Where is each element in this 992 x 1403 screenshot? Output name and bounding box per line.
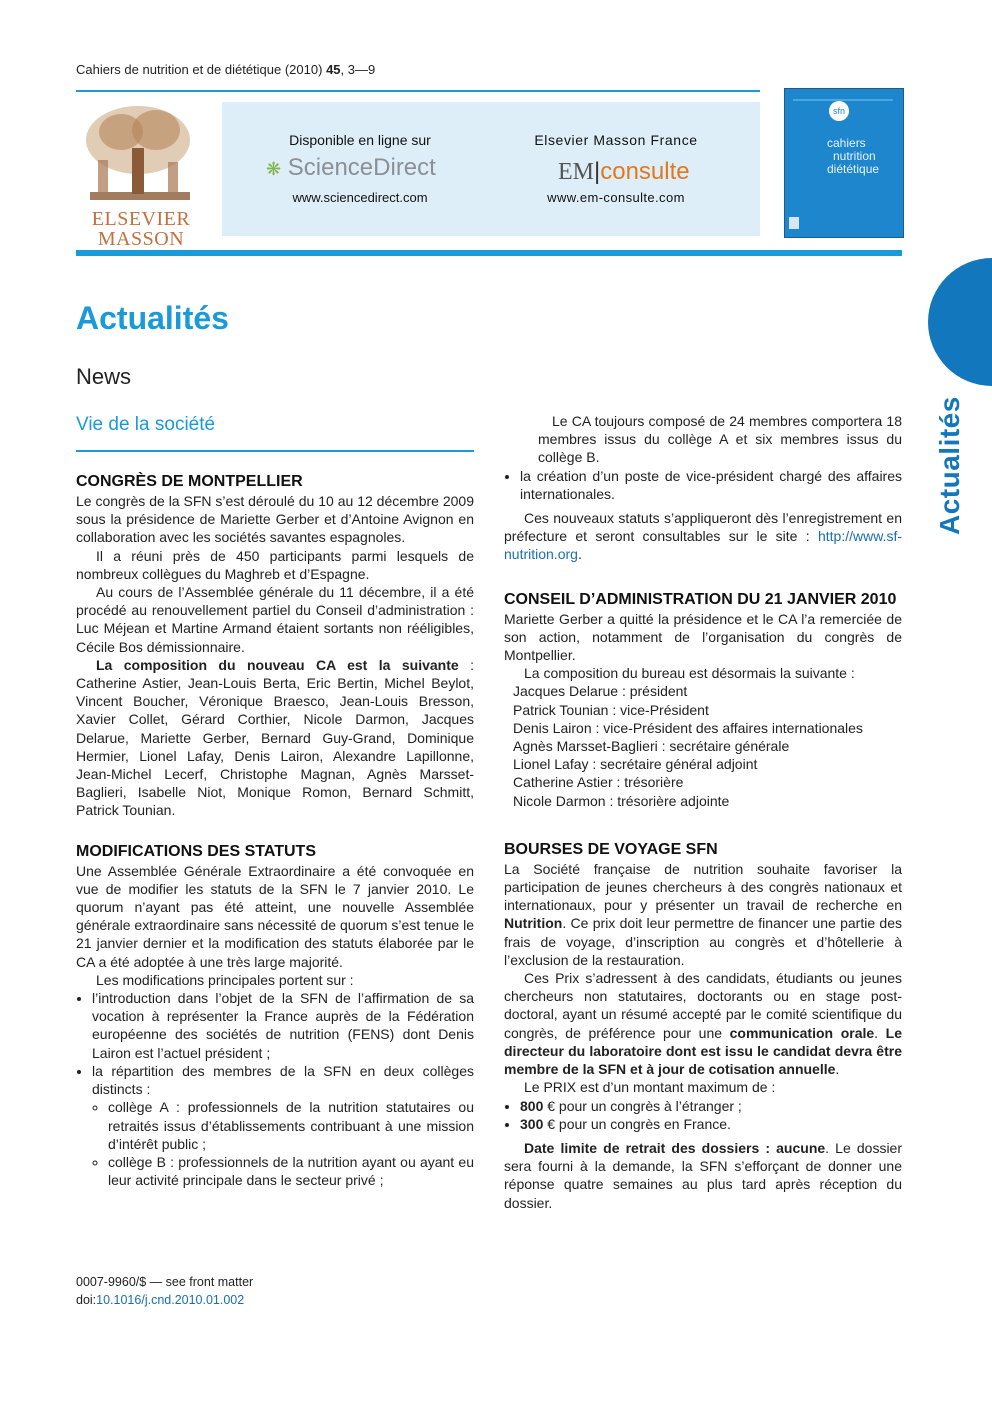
publisher-name-2: MASSON bbox=[97, 228, 185, 250]
list-item: ◦ collège B : professionnels de la nutrition ayant ou ayant eu leur activité principale dans le secteur privé ; bbox=[108, 1153, 474, 1189]
section-tab-label: Actualités bbox=[934, 396, 965, 535]
journal-cover bbox=[784, 88, 904, 238]
heading-bourses: BOURSES DE VOYAGE SFN bbox=[504, 840, 718, 858]
doi-link[interactable]: 10.1016/j.cnd.2010.01.002 bbox=[96, 1293, 245, 1307]
issn-line: 0007-9960/$ — see front matter bbox=[76, 1275, 254, 1289]
sub-list bbox=[92, 1098, 474, 1189]
journal-citation: Cahiers de nutrition et de diététique (2010) 45, 3—9 bbox=[76, 62, 376, 77]
list-item: Catherine Astier : trésorière bbox=[513, 774, 684, 791]
heading-congres: CONGRÈS DE MONTPELLIER bbox=[76, 473, 303, 490]
left-column bbox=[76, 412, 474, 1189]
list-item: Agnès Marsset-Baglieri : secrétaire générale bbox=[513, 738, 790, 755]
bullet-list bbox=[76, 989, 474, 1189]
paragraph: Ces nouveaux statuts s’appliqueront dès l’enregistrement en préfecture et seront consultables sur le site : http://www.sf-nutrition.org. bbox=[504, 510, 902, 563]
paragraph: La Société française de nutrition souhaite favoriser la participation de jeunes chercheurs à des congrès nationaux et internationaux, pour y présenter un travail de recherche en Nutrition. Ce prix doit leur permettre de financer une partie des frais de voyage, d’inscription au congrès et d’hôtellerie à l’exclusion de la restauration. bbox=[504, 860, 902, 968]
page-subtitle: News bbox=[76, 364, 132, 389]
paragraph: La composition du nouveau CA est la suivante : Catherine Astier, Jean-Louis Berta, Eric Bertin, Michel Beylot, Vincent Boucher, Véronique Braesco, Jean-Louis Bresson, Xavier Collet, Gérard Corthier, Nicole Darmon, Jacques Delarue, Mariette Gerber, Bernard Guy-Grand, Dominique Hermier, Lionel Lafay, Denis Lairon, Alexandre Lapillonne, Jean-Michel Lecerf, Christophe Magnan, Agnès Marsset-Baglieri, Isabelle Niot, Monique Romon, Bernard Schmitt, Patrick Tounian. bbox=[76, 656, 474, 819]
paragraph: Date limite de retrait des dossiers : aucune. Le dossier sera fourni à la demande, la SFN s’efforçant de donner une réponse quatre semaines au plus tard après réception du dossier. bbox=[504, 1139, 903, 1211]
paragraph: Mariette Gerber a quitté la présidence et le CA l’a remerciée de son action, notamment de l’organisation du congrès de Montpellier. bbox=[504, 610, 902, 664]
doi-line: doi:10.1016/j.cnd.2010.01.002 bbox=[76, 1293, 245, 1307]
list-item: • 300 € pour un congrès en France. bbox=[520, 1115, 902, 1133]
section-heading: Vie de la société bbox=[76, 414, 216, 435]
list-item: Nicole Darmon : trésorière adjointe bbox=[513, 792, 730, 809]
list-item: • la répartition des membres de la SFN en deux collèges distincts : ◦ collège A : professionnels de la nutrition statutaires ou retraités issus d’établissements contribuant à une mission d’intérêt public ; ◦ collège B : professionnels de la nutrition ayant ou ayant eu leur activité principale dans le secteur privé ; bbox=[92, 1062, 474, 1189]
list-item: • la création d’un poste de vice-président chargé des affaires internationales. bbox=[520, 467, 902, 503]
header-rule bbox=[76, 90, 760, 92]
em-consulte-url[interactable]: www.em-consulte.com bbox=[547, 190, 685, 205]
cover-title: cahiers nutrition diététique bbox=[827, 136, 880, 176]
leaf-icon: ❋ bbox=[266, 159, 282, 179]
tree-icon bbox=[76, 100, 206, 204]
paragraph: Le CA toujours composé de 24 membres comportera 18 membres issus du collège A et six membres issus du collège B. bbox=[538, 413, 902, 466]
sciencedirect-title: Disponible en ligne sur bbox=[289, 132, 431, 148]
heading-conseil: CONSEIL D’ADMINISTRATION DU 21 JANVIER 2010 bbox=[504, 590, 897, 608]
paragraph: Il a réuni près de 450 participants parmi lesquels de nombreux collègues du Maghreb et d’Espagne. bbox=[76, 547, 474, 582]
footer bbox=[76, 1273, 253, 1309]
bullet-list bbox=[504, 1097, 902, 1133]
list-item: • l’introduction dans l’objet de la SFN de l’affirmation de sa vocation à représenter la France auprès de la Fédération européenne des sociétés de nutrition (FENS) dont Denis Lairon est l’actuel président ; bbox=[92, 989, 474, 1062]
list-item: Lionel Lafay : secrétaire général adjoint bbox=[513, 756, 758, 773]
section-rule bbox=[76, 450, 474, 452]
section-tab bbox=[928, 258, 992, 386]
paragraph: La composition du bureau est désormais la suivante : bbox=[524, 665, 855, 682]
heading-statuts: MODIFICATIONS DES STATUTS bbox=[76, 842, 316, 860]
bullet-list bbox=[504, 467, 902, 503]
sfn-logo: sfn bbox=[829, 101, 849, 121]
elsevier-logo bbox=[76, 100, 206, 250]
em-title: Elsevier Masson France bbox=[534, 132, 698, 148]
paragraph: Le congrès de la SFN s’est déroulé du 10 au 12 décembre 2009 sous la présidence de Mariette Gerber et d’Antoine Avignon en collaboration avec les sociétés savantes espagnoles. bbox=[76, 493, 474, 546]
paragraph: Ces Prix s’adressent à des candidats, étudiants ou jeunes chercheurs non statutaires, doctorants ou en stage post-doctoral, ayant un résumé accepté par le comité scientifique du congrès, de préférence pour une communication orale. Le directeur du laboratoire dont est issu le candidat devra être membre de la SFN et à jour de cotisation annuelle. bbox=[504, 970, 902, 1078]
list-item: Patrick Tounian : vice-Président bbox=[513, 701, 709, 718]
header-band bbox=[76, 250, 902, 256]
paragraph: Le PRIX est d’un montant maximum de : bbox=[524, 1079, 776, 1096]
bureau-list bbox=[513, 682, 902, 809]
availability-banner bbox=[222, 102, 760, 236]
paragraph: Une Assemblée Générale Extraordinaire a été convoquée en vue de modifier les statuts de la SFN le 7 janvier 2010. Le quorum n’ayant pas été atteint, une nouvelle Assemblée générale extraordinaire sans nécessité de quorum s’est tenue le 21 janvier dernier et la modification des statuts élaborée par le CA a été adoptée à une très large majorité. bbox=[76, 862, 474, 970]
sciencedirect-url[interactable]: www.sciencedirect.com bbox=[292, 190, 428, 205]
em-consulte-logo[interactable]: EM|consulte bbox=[558, 158, 690, 185]
list-item: • 800 € pour un congrès à l’étranger ; bbox=[520, 1097, 902, 1115]
publisher-name: ELSEVIER bbox=[91, 208, 191, 230]
elsevier-mini-icon bbox=[789, 217, 799, 229]
page-title: Actualités bbox=[76, 300, 229, 336]
sciencedirect-logo[interactable]: ❋ ScienceDirect bbox=[266, 154, 436, 181]
list-item: ◦ collège A : professionnels de la nutrition statutaires ou retraités issus d’établissements contribuant à une mission d’intérêt public ; bbox=[108, 1098, 474, 1153]
paragraph: Au cours de l’Assemblée générale du 11 décembre, il a été procédé au renouvellement partiel du Conseil d’administration : Luc Méjean et Martine Armand étaient sortants non rééligibles, Cécile Bos démissionnaire. bbox=[76, 584, 474, 655]
list-item: Denis Lairon : vice-Président des affaires internationales bbox=[513, 719, 863, 736]
right-column bbox=[504, 412, 902, 1212]
list-item: Jacques Delarue : président bbox=[513, 683, 688, 700]
paragraph: Les modifications principales portent sur : bbox=[96, 971, 354, 988]
sfn-website-link[interactable]: http://www.sf-nutrition.org bbox=[504, 528, 902, 563]
